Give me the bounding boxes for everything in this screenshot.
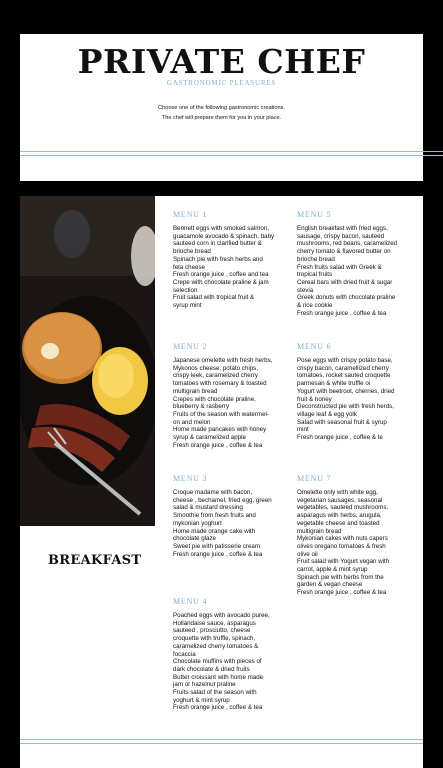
header-divider-bottom: [20, 155, 443, 156]
menu-item: carrot, apple & mint syrup: [297, 566, 368, 574]
menu-item: brioche bread: [297, 255, 335, 263]
menu-item: Pose eggs with crispy potato base,: [297, 357, 393, 364]
menu-item: asparagus with herbs, arugula,: [297, 512, 382, 520]
menu-item: vegetables, sauteed mushrooms,: [297, 504, 389, 512]
menu-item: Fresh orange juice , coffee & tea: [297, 309, 387, 317]
menu-item: vegetable cheese and toasted: [297, 519, 380, 527]
menu-item: Smoothie from fresh fruits and: [173, 512, 256, 520]
header-divider-top: [20, 151, 443, 152]
menu-items: [297, 225, 409, 317]
menu-item: Crepe with chocolate praline & jam: [173, 278, 269, 286]
menu-item: chocolate glaze: [173, 535, 216, 543]
menu-item: Spinach pie with fresh herbs and: [173, 255, 263, 263]
menu-items: [297, 357, 409, 442]
menu-item: Hollandaise sauce, asparagus: [173, 619, 256, 627]
intro-line-2: The chef will prepare them for you in your place.: [161, 115, 282, 121]
menu-items: [173, 612, 285, 712]
menu-item: on and melon: [173, 418, 211, 426]
menu-item: guacamole avocado & spinach, baby: [173, 232, 275, 240]
menu-item: brioche bread: [173, 248, 211, 256]
menu-item: Fruits salad of the season with: [173, 689, 257, 697]
menu-item: Greek donuts with chocolate praline: [297, 294, 396, 302]
menu-item: cheese , bechamel, fried egg, green: [173, 496, 272, 504]
menu-items: [173, 489, 285, 558]
menu-item: mushrooms, red beans, caramelized: [297, 240, 398, 248]
menu-item: Crepes with chocolate praline,: [173, 395, 256, 403]
menu-item: crispy bacon, caramellized cherry: [297, 364, 389, 372]
page-title: PRIVATE CHEF: [77, 42, 366, 81]
menu-item: blueberry & rasberry: [173, 403, 230, 411]
menu-item: dark chocolate & dried fruits: [173, 665, 250, 673]
menu-item: Croque madame with bacon,: [173, 489, 253, 496]
menu-item: syrup mint: [173, 302, 202, 310]
header-card: [20, 34, 423, 181]
intro-line-1: Choose one of the following gastronomic creations.: [158, 105, 285, 111]
menu-title: MENU 5: [297, 210, 332, 219]
page-subtitle: GASTRONOMIC PLEASURES: [166, 79, 277, 87]
menu-item: olive oil: [297, 550, 318, 558]
menu-item: feta cheese: [173, 263, 205, 271]
menu-title: MENU 7: [297, 474, 332, 483]
menu-title: MENU 3: [173, 474, 208, 483]
menu-item: Japanese omelette with fresh herbs,: [173, 357, 273, 364]
menu-item: Fresh orange juice , coffee & tea: [173, 704, 263, 712]
menu-item: Fruit salad with tropical fruit &: [173, 294, 255, 302]
menu-item: Yogurt with beetroot, cherries, dried: [297, 387, 395, 395]
menu-item: jam or hazelnut praline: [173, 681, 236, 689]
menu-item: yoghurt & mint syrup: [173, 696, 230, 704]
menu-item: focaccia: [173, 650, 196, 658]
menu-item: olives oregano tomatoes & fresh: [297, 542, 386, 550]
menu-5: [297, 210, 409, 317]
menu-item: mykonian yoghurt: [173, 519, 222, 527]
menu-items: [297, 489, 409, 597]
menu-title: MENU 1: [173, 210, 208, 219]
footer-divider-top: [20, 739, 423, 740]
menu-item: multigrain bread: [173, 387, 218, 395]
menu-item: multigrain bread: [297, 527, 342, 535]
menu-item: caramelized cherry tomatoes &: [173, 642, 259, 650]
menu-item: sauteed corn in clarified butter &: [173, 240, 262, 248]
menu-item: Home made pancakes with honey: [173, 426, 267, 434]
menu-item: Mykonos cheese, potato chips,: [173, 364, 258, 372]
menu-item: garden & vegan cheese: [297, 581, 363, 589]
footer-divider-bottom: [20, 743, 423, 744]
menu-item: village leaf & egg yolk: [297, 410, 357, 418]
menu-item: sauteed , prosciutto, cheese: [173, 627, 251, 635]
menu-item: crispy leek, caramelized cherry: [173, 372, 258, 380]
menu-item: mint: [297, 426, 309, 434]
menu-1: [173, 210, 285, 310]
menu-item: Deconstructed pie with fresh herds,: [297, 403, 394, 411]
section-label-breakfast: BREAKFAST: [48, 553, 142, 568]
menu-item: Fresh orange juice , coffee and tea: [173, 271, 269, 279]
menu-items: [173, 225, 285, 310]
menu-item: croquette with truffle, spinach,: [173, 635, 256, 643]
menu-item: Bennett eggs with smoked salmon,: [173, 225, 269, 232]
menu-item: syrup & caramelized apple: [173, 434, 246, 442]
menu-item: tropical fruits: [297, 271, 333, 279]
menu-item: Fresh orange juice , coffee & tea: [297, 589, 387, 597]
menu-item: Sweet pie with patisserie cream: [173, 542, 261, 550]
menu-2: [173, 342, 285, 449]
menu-item: Home made orange cake with: [173, 527, 256, 535]
menu-item: Fresh fruits salad with Greek &: [297, 263, 382, 271]
menu-3: [173, 474, 285, 558]
breakfast-photo: [20, 196, 155, 526]
menu-item: tomatoes with rosemary & toasted: [173, 380, 267, 388]
menu-item: cherry tomato & flavored butter on: [297, 248, 391, 256]
menu-item: Poached eggs with avocado puree,: [173, 612, 270, 619]
menu-item: Spinach pie with herbs from the: [297, 573, 384, 581]
menu-item: vegetarian sausages, seasonal: [297, 496, 383, 504]
menu-item: tomatoes, rocket sauted croquette: [297, 372, 391, 380]
menu-item: Mykonian cakes with nuts capers: [297, 535, 388, 543]
menu-item: Fresh orange juice , coffee & te: [297, 434, 383, 442]
menu-item: stevia: [297, 286, 314, 294]
menu-item: Fruits of the season with watermel-: [173, 410, 269, 418]
menu-items: [173, 357, 285, 449]
menu-item: sausage, crispy bacon, sauteed: [297, 232, 385, 240]
menu-item: English breakfast with fried eggs,: [297, 225, 388, 232]
menu-7: [297, 474, 409, 597]
menu-item: Cereal bars with dried fruit & sugar: [297, 278, 393, 286]
menu-item: salad & mustard dressing: [173, 504, 243, 512]
menu-item: parmesan & white truffle oi: [297, 380, 371, 388]
menu-item: Fruit salad with Yogurt vegan with: [297, 558, 390, 566]
menu-item: selection: [173, 286, 198, 294]
menu-item: Salad with seasonal fruit & syrup: [297, 418, 387, 426]
menu-6: [297, 342, 409, 442]
menu-4: [173, 597, 285, 712]
menu-item: Chocolate muffins with pieces of: [173, 658, 262, 666]
menu-title: MENU 2: [173, 342, 208, 351]
menu-item: Fresh orange juice , coffee & tea: [173, 441, 263, 449]
menu-item: Fresh orange juice , coffee & tea: [173, 550, 263, 558]
menu-item: fruit & honey: [297, 395, 332, 403]
menu-item: Omelette only with white egg,: [297, 489, 378, 496]
menu-card: [20, 196, 423, 768]
menu-item: & rice cookie: [297, 302, 333, 310]
menu-title: MENU 4: [173, 597, 208, 606]
menu-title: MENU 6: [297, 342, 332, 351]
menu-item: Butter croissant with home made: [173, 673, 264, 681]
